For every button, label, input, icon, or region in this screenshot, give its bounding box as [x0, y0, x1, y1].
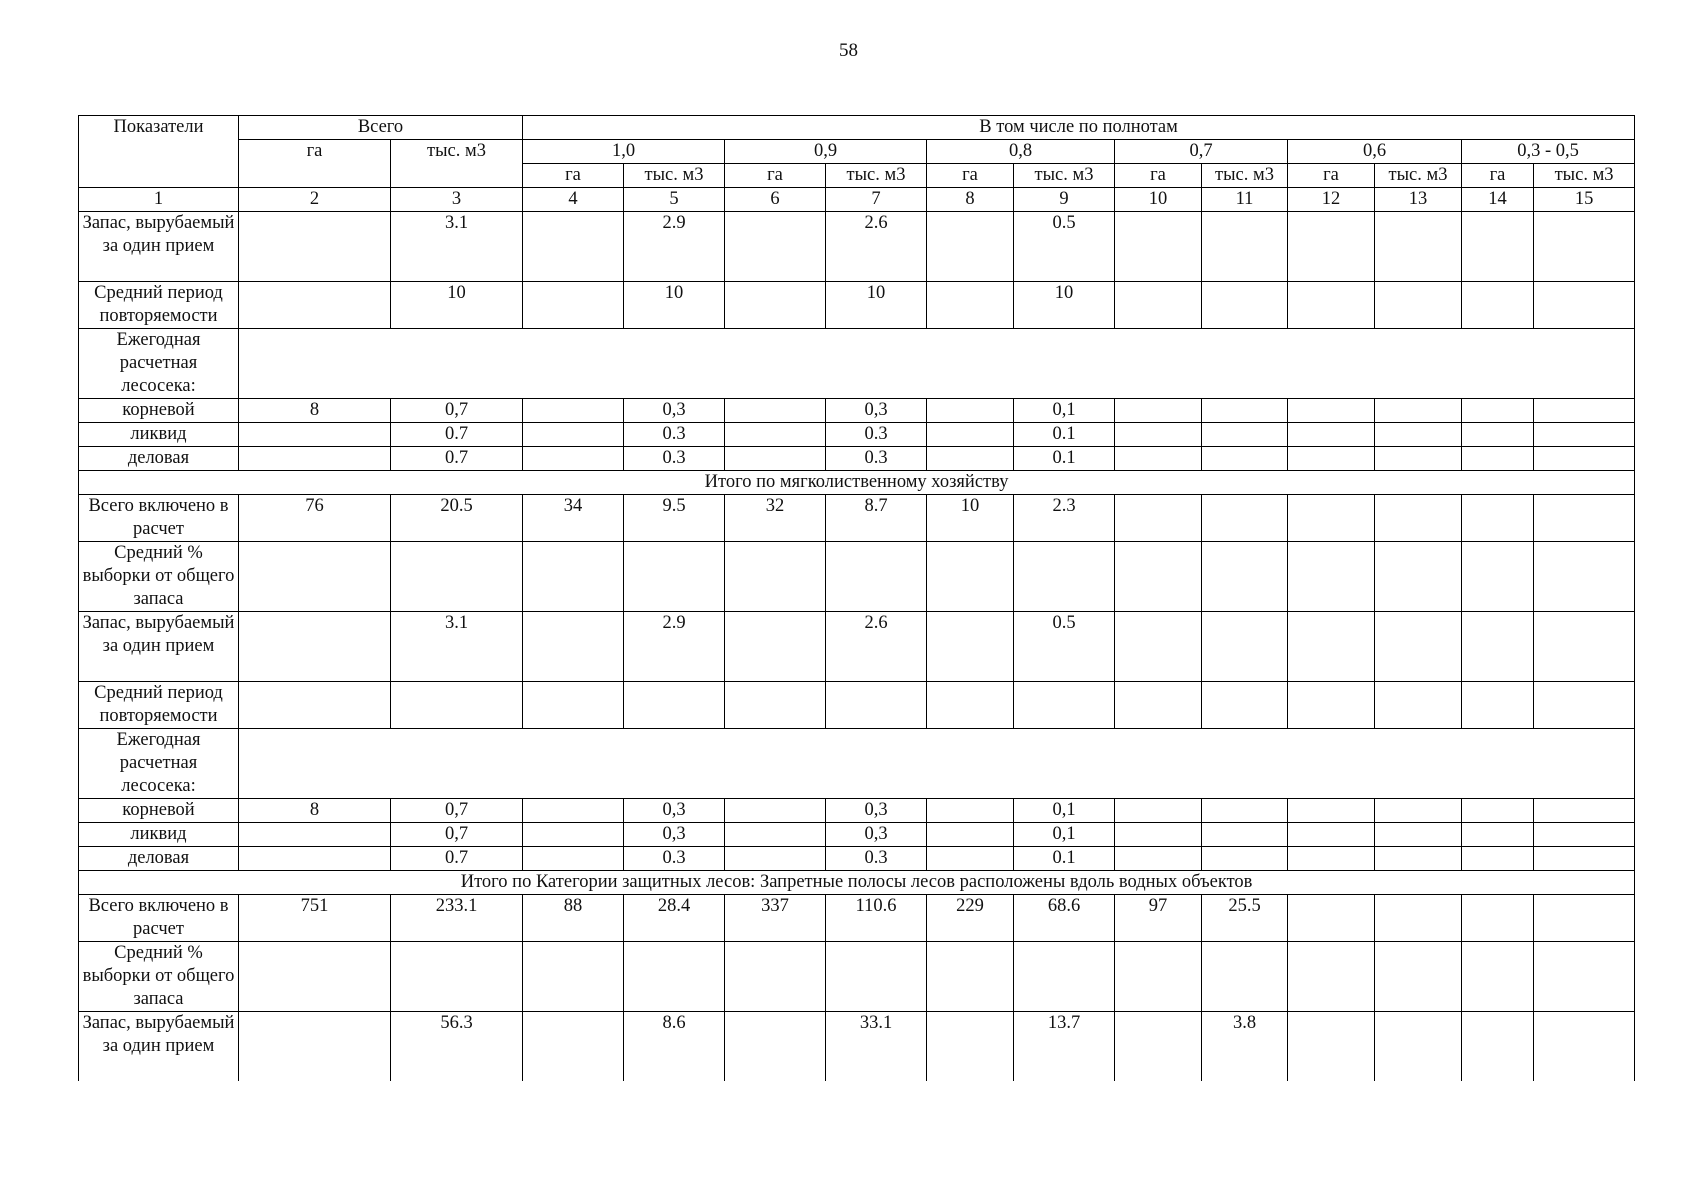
header-total-ha: га: [239, 140, 391, 188]
cell-col-8: 10: [927, 495, 1014, 542]
header-row-2: [79, 140, 1635, 164]
column-number: 14: [1462, 188, 1534, 212]
column-number: 12: [1288, 188, 1375, 212]
cell-col-12: [1288, 399, 1375, 423]
cell-col-13: [1375, 823, 1462, 847]
cell-col-7: 0.3: [826, 847, 927, 871]
cell-col-2: [239, 212, 391, 282]
cell-col-11: 25.5: [1202, 895, 1288, 942]
cell-col-2: [239, 942, 391, 1012]
cell-col-5: 0.3: [624, 847, 725, 871]
cell-col-5: 0.3: [624, 447, 725, 471]
cell-col-5: [624, 682, 725, 729]
cell-col-13: [1375, 399, 1462, 423]
cell-col-2: [239, 542, 391, 612]
cell-col-12: [1288, 282, 1375, 329]
cell-col-8: [927, 799, 1014, 823]
cell-col-10: [1115, 942, 1202, 1012]
column-number: 1: [79, 188, 239, 212]
cell-col-11: [1202, 823, 1288, 847]
cell-col-15: [1534, 423, 1635, 447]
column-number: 11: [1202, 188, 1288, 212]
row-label: корневой: [79, 399, 239, 423]
cell-col-11: [1202, 495, 1288, 542]
cell-col-4: [523, 847, 624, 871]
cell-col-15: [1534, 799, 1635, 823]
table-row: [79, 799, 1635, 823]
section-title: Итого по мягколиственному хозяйству: [79, 471, 1635, 495]
cell-col-2: [239, 282, 391, 329]
cell-col-7: [826, 942, 927, 1012]
cell-col-8: [927, 612, 1014, 682]
row-label: Запас, вырубаемый за один прием: [79, 212, 239, 282]
cell-col-9: 0,1: [1014, 823, 1115, 847]
cell-col-4: [523, 212, 624, 282]
cell-col-7: 0,3: [826, 823, 927, 847]
cell-col-15: [1534, 942, 1635, 1012]
cell-col-9: 10: [1014, 282, 1115, 329]
cell-col-8: [927, 282, 1014, 329]
cell-col-4: [523, 682, 624, 729]
cell-col-10: [1115, 282, 1202, 329]
cell-col-8: [927, 447, 1014, 471]
cell-col-4: [523, 399, 624, 423]
cell-col-2: [239, 447, 391, 471]
cell-col-5: 2.9: [624, 612, 725, 682]
blank-span-cell: [239, 329, 1635, 399]
cell-col-13: [1375, 895, 1462, 942]
cell-col-4: [523, 942, 624, 1012]
cell-col-8: [927, 542, 1014, 612]
cell-col-9: 68.6: [1014, 895, 1115, 942]
cell-col-10: [1115, 212, 1202, 282]
cell-col-13: [1375, 447, 1462, 471]
cell-col-15: [1534, 682, 1635, 729]
header-unit-m3: тыс. м3: [1375, 164, 1462, 188]
cell-col-8: 229: [927, 895, 1014, 942]
cell-col-14: [1462, 847, 1534, 871]
column-number: 9: [1014, 188, 1115, 212]
cell-col-5: [624, 942, 725, 1012]
cell-col-15: [1534, 1012, 1635, 1082]
cell-col-10: 97: [1115, 895, 1202, 942]
column-number: 2: [239, 188, 391, 212]
table-row: [79, 942, 1635, 1012]
cell-col-14: [1462, 823, 1534, 847]
cell-col-14: [1462, 542, 1534, 612]
cell-col-15: [1534, 495, 1635, 542]
cell-col-11: [1202, 682, 1288, 729]
cell-col-4: [523, 423, 624, 447]
header-unit-m3: тыс. м3: [826, 164, 927, 188]
cell-col-6: 32: [725, 495, 826, 542]
cell-col-10: [1115, 799, 1202, 823]
cell-col-12: [1288, 799, 1375, 823]
cell-col-15: [1534, 612, 1635, 682]
cell-col-3: 0,7: [391, 823, 523, 847]
cell-col-3: [391, 942, 523, 1012]
cell-col-2: 8: [239, 399, 391, 423]
cell-col-5: 8.6: [624, 1012, 725, 1082]
cell-col-11: [1202, 282, 1288, 329]
table-row: [79, 399, 1635, 423]
cell-col-10: [1115, 823, 1202, 847]
cell-col-3: [391, 682, 523, 729]
header-unit-ha: га: [1288, 164, 1375, 188]
cell-col-8: [927, 212, 1014, 282]
cell-col-13: [1375, 495, 1462, 542]
header-row-1: [79, 116, 1635, 140]
cell-col-11: [1202, 423, 1288, 447]
cell-col-13: [1375, 682, 1462, 729]
cell-col-11: [1202, 399, 1288, 423]
forest-table: [78, 115, 1635, 1081]
cell-col-2: [239, 612, 391, 682]
cell-col-5: 0.3: [624, 423, 725, 447]
cell-col-6: [725, 799, 826, 823]
header-unit-ha: га: [1115, 164, 1202, 188]
cell-col-7: 2.6: [826, 612, 927, 682]
cell-col-8: [927, 423, 1014, 447]
cell-col-12: [1288, 847, 1375, 871]
cell-col-12: [1288, 682, 1375, 729]
column-number: 8: [927, 188, 1014, 212]
header-unit-ha: га: [725, 164, 826, 188]
cell-col-11: 3.8: [1202, 1012, 1288, 1082]
column-number: 3: [391, 188, 523, 212]
cell-col-12: [1288, 942, 1375, 1012]
cell-col-7: 0.3: [826, 423, 927, 447]
row-label: корневой: [79, 799, 239, 823]
cell-col-15: [1534, 895, 1635, 942]
group-row: [79, 729, 1635, 799]
column-number: 15: [1534, 188, 1635, 212]
cell-col-10: [1115, 399, 1202, 423]
cell-col-14: [1462, 612, 1534, 682]
cell-col-5: 9.5: [624, 495, 725, 542]
header-density-0-3-0-5: 0,3 - 0,5: [1462, 140, 1635, 164]
cell-col-11: [1202, 542, 1288, 612]
table-row: [79, 682, 1635, 729]
table-row: [79, 823, 1635, 847]
cell-col-6: [725, 542, 826, 612]
cell-col-6: [725, 682, 826, 729]
cell-col-10: [1115, 423, 1202, 447]
cell-col-4: [523, 612, 624, 682]
cell-col-3: 0.7: [391, 423, 523, 447]
row-label: деловая: [79, 847, 239, 871]
table-row: [79, 612, 1635, 682]
cell-col-11: [1202, 212, 1288, 282]
cell-col-6: [725, 1012, 826, 1082]
cell-col-3: 56.3: [391, 1012, 523, 1082]
cell-col-15: [1534, 399, 1635, 423]
cell-col-6: [725, 942, 826, 1012]
cell-col-4: 34: [523, 495, 624, 542]
table-row: [79, 847, 1635, 871]
cell-col-6: 337: [725, 895, 826, 942]
cell-col-2: 76: [239, 495, 391, 542]
column-number: 5: [624, 188, 725, 212]
header-density-0-6: 0,6: [1288, 140, 1462, 164]
cell-col-5: [624, 542, 725, 612]
cell-col-14: [1462, 682, 1534, 729]
cell-col-7: 2.6: [826, 212, 927, 282]
cell-col-7: [826, 542, 927, 612]
cell-col-4: [523, 823, 624, 847]
cell-col-14: [1462, 495, 1534, 542]
cell-col-13: [1375, 212, 1462, 282]
cell-col-11: [1202, 799, 1288, 823]
header-unit-m3: тыс. м3: [1014, 164, 1115, 188]
header-indicators: Показатели: [79, 116, 239, 188]
cell-col-6: [725, 399, 826, 423]
cell-col-8: [927, 399, 1014, 423]
cell-col-15: [1534, 542, 1635, 612]
cell-col-6: [725, 612, 826, 682]
row-label: Всего включено в расчет: [79, 495, 239, 542]
cell-col-2: [239, 847, 391, 871]
cell-col-13: [1375, 847, 1462, 871]
cell-col-9: [1014, 682, 1115, 729]
cell-col-2: [239, 1012, 391, 1082]
table-row: [79, 423, 1635, 447]
cell-col-5: 10: [624, 282, 725, 329]
cell-col-14: [1462, 423, 1534, 447]
cell-col-10: [1115, 682, 1202, 729]
cell-col-13: [1375, 942, 1462, 1012]
cell-col-10: [1115, 542, 1202, 612]
table-row: [79, 495, 1635, 542]
row-label: Средний период повторяемости: [79, 282, 239, 329]
cell-col-9: 2.3: [1014, 495, 1115, 542]
cell-col-13: [1375, 612, 1462, 682]
row-label: Средний % выборки от общего запаса: [79, 942, 239, 1012]
cell-col-14: [1462, 399, 1534, 423]
cell-col-4: [523, 447, 624, 471]
row-label: Ежегодная расчетная лесосека:: [79, 729, 239, 799]
cell-col-9: 0.1: [1014, 447, 1115, 471]
row-label: Средний % выборки от общего запаса: [79, 542, 239, 612]
cell-col-13: [1375, 423, 1462, 447]
header-total-m3: тыс. м3: [391, 140, 523, 188]
cell-col-12: [1288, 423, 1375, 447]
header-unit-m3: тыс. м3: [624, 164, 725, 188]
cell-col-9: [1014, 542, 1115, 612]
table-row: [79, 542, 1635, 612]
table-row: [79, 1012, 1635, 1082]
cell-col-12: [1288, 447, 1375, 471]
cell-col-12: [1288, 1012, 1375, 1082]
row-label: Средний период повторяемости: [79, 682, 239, 729]
header-unit-m3: тыс. м3: [1202, 164, 1288, 188]
cell-col-9: [1014, 942, 1115, 1012]
header-by-density: В том числе по полнотам: [523, 116, 1635, 140]
blank-span-cell: [239, 729, 1635, 799]
cell-col-8: [927, 847, 1014, 871]
row-label: ликвид: [79, 423, 239, 447]
cell-col-11: [1202, 447, 1288, 471]
cell-col-11: [1202, 847, 1288, 871]
cell-col-2: [239, 823, 391, 847]
cell-col-7: 33.1: [826, 1012, 927, 1082]
cell-col-11: [1202, 942, 1288, 1012]
row-label: Ежегодная расчетная лесосека:: [79, 329, 239, 399]
cell-col-3: [391, 542, 523, 612]
cell-col-12: [1288, 612, 1375, 682]
row-label: деловая: [79, 447, 239, 471]
section-row: [79, 471, 1635, 495]
header-density-0-9: 0,9: [725, 140, 927, 164]
cell-col-9: 0.1: [1014, 847, 1115, 871]
cell-col-2: 751: [239, 895, 391, 942]
row-label: Запас, вырубаемый за один прием: [79, 1012, 239, 1082]
cell-col-10: [1115, 447, 1202, 471]
cell-col-7: 0,3: [826, 399, 927, 423]
cell-col-8: [927, 1012, 1014, 1082]
cell-col-14: [1462, 799, 1534, 823]
cell-col-5: 28.4: [624, 895, 725, 942]
header-density-0-8: 0,8: [927, 140, 1115, 164]
cell-col-4: [523, 282, 624, 329]
column-number: 10: [1115, 188, 1202, 212]
cell-col-13: [1375, 542, 1462, 612]
table-row: [79, 895, 1635, 942]
column-number-row: [79, 188, 1635, 212]
cell-col-9: 13.7: [1014, 1012, 1115, 1082]
cell-col-6: [725, 423, 826, 447]
cell-col-3: 0,7: [391, 399, 523, 423]
cell-col-7: 8.7: [826, 495, 927, 542]
cell-col-7: 10: [826, 282, 927, 329]
header-unit-m3: тыс. м3: [1534, 164, 1635, 188]
cell-col-2: [239, 682, 391, 729]
cell-col-5: 0,3: [624, 799, 725, 823]
cell-col-5: 0,3: [624, 823, 725, 847]
cell-col-15: [1534, 447, 1635, 471]
column-number: 7: [826, 188, 927, 212]
cell-col-2: 8: [239, 799, 391, 823]
cell-col-7: 0,3: [826, 799, 927, 823]
page-number: 58: [839, 40, 858, 61]
cell-col-3: 3.1: [391, 612, 523, 682]
cell-col-14: [1462, 212, 1534, 282]
cell-col-5: 0,3: [624, 399, 725, 423]
column-number: 13: [1375, 188, 1462, 212]
cell-col-3: 0,7: [391, 799, 523, 823]
cell-col-9: 0,1: [1014, 399, 1115, 423]
group-row: [79, 329, 1635, 399]
cell-col-3: 10: [391, 282, 523, 329]
header-density-1-0: 1,0: [523, 140, 725, 164]
cell-col-4: 88: [523, 895, 624, 942]
table-row: [79, 212, 1635, 282]
cell-col-8: [927, 942, 1014, 1012]
cell-col-7: 0.3: [826, 447, 927, 471]
cell-col-12: [1288, 542, 1375, 612]
cell-col-9: 0,1: [1014, 799, 1115, 823]
header-density-0-7: 0,7: [1115, 140, 1288, 164]
cell-col-4: [523, 542, 624, 612]
cell-col-7: 110.6: [826, 895, 927, 942]
table-row: [79, 447, 1635, 471]
cell-col-11: [1202, 612, 1288, 682]
cell-col-15: [1534, 282, 1635, 329]
cell-col-15: [1534, 212, 1635, 282]
cell-col-9: 0.5: [1014, 612, 1115, 682]
cell-col-6: [725, 282, 826, 329]
cell-col-13: [1375, 799, 1462, 823]
cell-col-3: 0.7: [391, 447, 523, 471]
header-unit-ha: га: [523, 164, 624, 188]
cell-col-15: [1534, 823, 1635, 847]
cell-col-3: 3.1: [391, 212, 523, 282]
column-number: 6: [725, 188, 826, 212]
cell-col-14: [1462, 447, 1534, 471]
cell-col-5: 2.9: [624, 212, 725, 282]
cell-col-3: 20.5: [391, 495, 523, 542]
cell-col-3: 233.1: [391, 895, 523, 942]
row-label: Запас, вырубаемый за один прием: [79, 612, 239, 682]
cell-col-7: [826, 682, 927, 729]
cell-col-10: [1115, 612, 1202, 682]
column-number: 4: [523, 188, 624, 212]
cell-col-4: [523, 799, 624, 823]
cell-col-6: [725, 447, 826, 471]
cell-col-3: 0.7: [391, 847, 523, 871]
cell-col-14: [1462, 282, 1534, 329]
cell-col-8: [927, 682, 1014, 729]
header-total: Всего: [239, 116, 523, 140]
cell-col-8: [927, 823, 1014, 847]
cell-col-4: [523, 1012, 624, 1082]
cell-col-13: [1375, 282, 1462, 329]
cell-col-10: [1115, 847, 1202, 871]
cell-col-9: 0.5: [1014, 212, 1115, 282]
table-row: [79, 282, 1635, 329]
cell-col-10: [1115, 495, 1202, 542]
cell-col-6: [725, 823, 826, 847]
cell-col-14: [1462, 895, 1534, 942]
header-unit-ha: га: [927, 164, 1014, 188]
header-unit-ha: га: [1462, 164, 1534, 188]
cell-col-2: [239, 423, 391, 447]
cell-col-6: [725, 212, 826, 282]
section-row: [79, 871, 1635, 895]
cell-col-10: [1115, 1012, 1202, 1082]
row-label: ликвид: [79, 823, 239, 847]
cell-col-14: [1462, 942, 1534, 1012]
cell-col-12: [1288, 212, 1375, 282]
cell-col-13: [1375, 1012, 1462, 1082]
cell-col-12: [1288, 495, 1375, 542]
cell-col-9: 0.1: [1014, 423, 1115, 447]
section-title: Итого по Категории защитных лесов: Запретные полосы лесов расположены вдоль водных объектов: [79, 871, 1635, 895]
row-label: Всего включено в расчет: [79, 895, 239, 942]
cell-col-12: [1288, 895, 1375, 942]
cell-col-15: [1534, 847, 1635, 871]
cell-col-12: [1288, 823, 1375, 847]
cell-col-14: [1462, 1012, 1534, 1082]
cell-col-6: [725, 847, 826, 871]
